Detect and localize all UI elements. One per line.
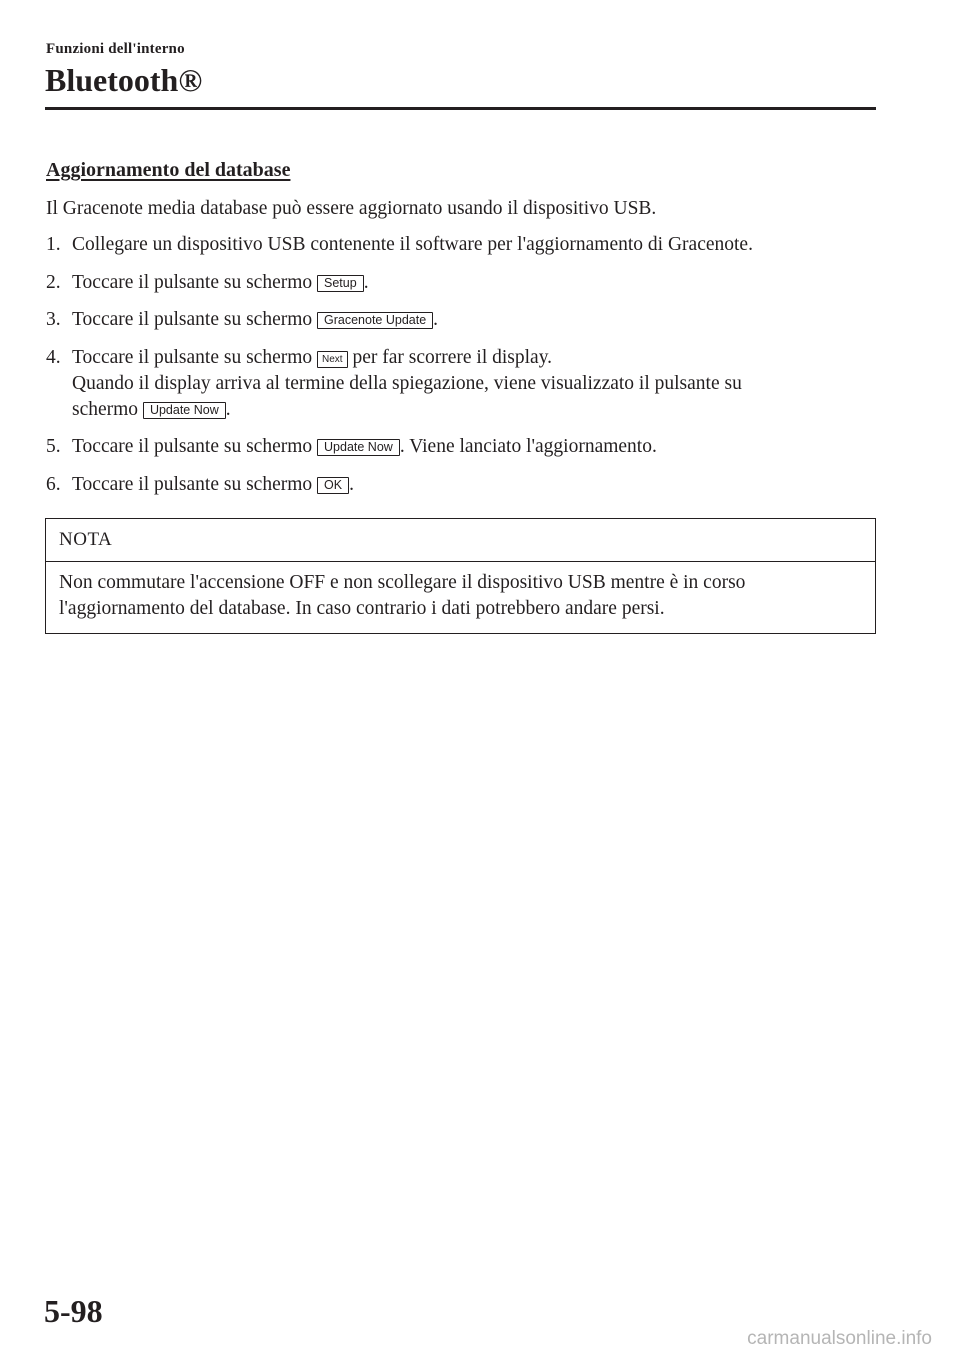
step-text: Toccare il pulsante su schermo [72,346,313,368]
gracenote-update-button: Gracenote Update [317,312,433,329]
step-number: 4. [46,346,61,368]
step-text-after: per far scorrere il display. [352,346,553,368]
intro-paragraph: Il Gracenote media database può essere aggiornato usando il dispositivo USB. [46,198,657,219]
update-now-button: Update Now [317,439,400,456]
steps-list [46,232,876,509]
step-text: Toccare il pulsante su schermo [72,473,313,495]
step-text: Collegare un dispositivo USB contenente il software per l'aggiornamento di Gracenote. [72,234,753,255]
watermark: carmanualsonline.info [747,1328,932,1349]
chapter-title: Bluetooth® [45,62,203,98]
step-1 [46,232,876,258]
step-4 [46,345,876,423]
header-rule [45,107,876,110]
subheading: Aggiornamento del database [46,159,291,181]
page-number: 5-98 [44,1293,103,1329]
step-number: 2. [46,271,61,293]
next-button: Next [317,351,348,368]
step-3 [46,307,876,333]
step-6 [46,472,876,498]
step-text-after: . [433,309,439,330]
step-number: 6. [46,473,61,495]
step-text-after: . Viene lanciato l'aggiornamento. [399,436,657,457]
step-text-after: . [363,271,369,293]
step-text: Toccare il pulsante su schermo [72,271,313,293]
step-number: 1. [46,234,61,255]
note-box [45,518,876,634]
note-text: Non commutare l'accensione OFF e non scollegare il dispositivo USB mentre è in corso l'aggiornamento del database. In caso contrario i dati potrebbero andare persi. [59,572,746,619]
step-text-line3: schermo [72,398,139,420]
step-number: 3. [46,309,61,330]
step-text-line3-after: . [225,398,231,420]
step-text-line2: Quando il display arriva al termine della spiegazione, viene visualizzato il pulsante su [72,372,742,394]
step-text-after: . [349,473,354,495]
step-number: 5. [46,436,61,457]
update-now-button: Update Now [143,402,226,419]
setup-button: Setup [317,275,364,292]
ok-button: OK [317,477,349,494]
step-text: Toccare il pulsante su schermo [72,436,313,457]
note-heading: NOTA [46,519,875,562]
section-label: Funzioni dell'interno [46,41,185,57]
step-5 [46,434,876,460]
step-2 [46,270,876,296]
step-text: Toccare il pulsante su schermo [72,309,313,330]
